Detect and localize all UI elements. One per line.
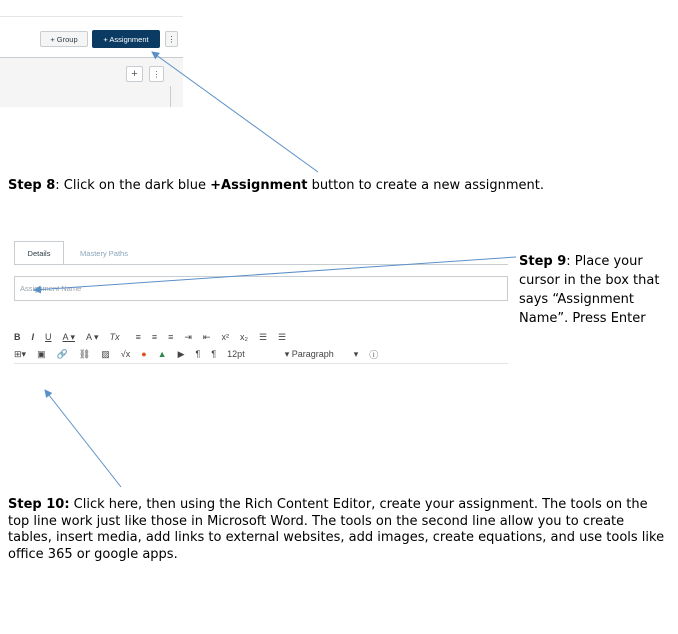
panel-add-button[interactable]: + <box>126 66 143 82</box>
align-left-icon[interactable]: ≡ <box>135 332 141 342</box>
background-color-button[interactable]: A ▾ <box>86 331 99 342</box>
step8-label: Step 8 <box>8 178 56 193</box>
step8-bold-text: +Assignment <box>210 178 308 193</box>
add-group-button[interactable]: + Group <box>40 31 88 47</box>
tab-details[interactable]: Details <box>14 241 64 265</box>
bold-button[interactable]: B <box>14 332 21 342</box>
media-icon[interactable]: ▣ <box>37 348 46 359</box>
step8-text-before: : Click on the dark blue <box>55 178 211 193</box>
chevron-down-icon[interactable]: ▾ <box>353 348 359 359</box>
tab-mastery-paths[interactable]: Mastery Paths <box>80 248 128 258</box>
clear-formatting-button[interactable]: Tx <box>109 332 120 342</box>
image-icon[interactable]: ▨ <box>101 348 110 359</box>
rtl-paragraph-icon[interactable]: ¶ <box>211 349 217 359</box>
paragraph-format-select[interactable]: ▾ Paragraph <box>284 348 334 359</box>
link-icon[interactable]: 🔗 <box>56 348 68 359</box>
align-center-icon[interactable]: ≡ <box>151 332 158 342</box>
panel-more-options-button[interactable]: ⋮ <box>149 66 164 82</box>
numbered-list-icon[interactable]: ☰ <box>278 331 287 342</box>
superscript-button[interactable]: x² <box>221 332 229 342</box>
step9-label: Step 9 <box>519 254 567 269</box>
google-drive-icon[interactable]: ▲ <box>157 349 167 359</box>
table-icon[interactable]: ⊞▾ <box>14 348 27 359</box>
italic-button[interactable]: I <box>31 332 35 342</box>
bulleted-list-icon[interactable]: ☰ <box>258 331 268 342</box>
text-color-button[interactable]: A ▾ <box>62 331 76 342</box>
embed-icon[interactable]: ▶ <box>177 348 185 359</box>
unlink-icon[interactable]: ⛓ <box>78 348 91 359</box>
add-assignment-button[interactable]: + Assignment <box>92 30 160 48</box>
subscript-button[interactable]: x₂ <box>239 332 248 342</box>
font-size-select[interactable]: 12pt <box>227 349 245 359</box>
step10-label: Step 10: <box>8 497 70 512</box>
outdent-icon[interactable]: ⇤ <box>202 331 211 342</box>
step10-text: Click here, then using the Rich Content Editor, create your assignment. The tools on the top line work just like those in Microsoft Word. The tools on the second line allow you to create tables, insert media, add links to external websites, add images, create equations, and use tools like office 365 or google apps. <box>8 497 665 562</box>
equation-icon[interactable]: √x <box>120 349 131 359</box>
step9-text: : Place your cursor in the box that says “Assignment Name”. Press Enter <box>519 254 660 326</box>
step8-text-after: button to create a new assignment. <box>307 178 545 193</box>
office365-icon[interactable]: ● <box>141 349 147 359</box>
underline-button[interactable]: U <box>45 332 52 342</box>
step9-arrow <box>34 257 516 290</box>
indent-icon[interactable]: ⇥ <box>184 331 192 342</box>
accessibility-icon[interactable]: ⓘ <box>369 349 379 360</box>
step8-arrow <box>152 52 318 172</box>
step10-arrow <box>45 390 121 487</box>
align-right-icon[interactable]: ≡ <box>168 332 174 342</box>
more-options-button[interactable]: ⋮ <box>165 31 178 47</box>
ltr-paragraph-icon[interactable]: ¶ <box>195 349 201 359</box>
